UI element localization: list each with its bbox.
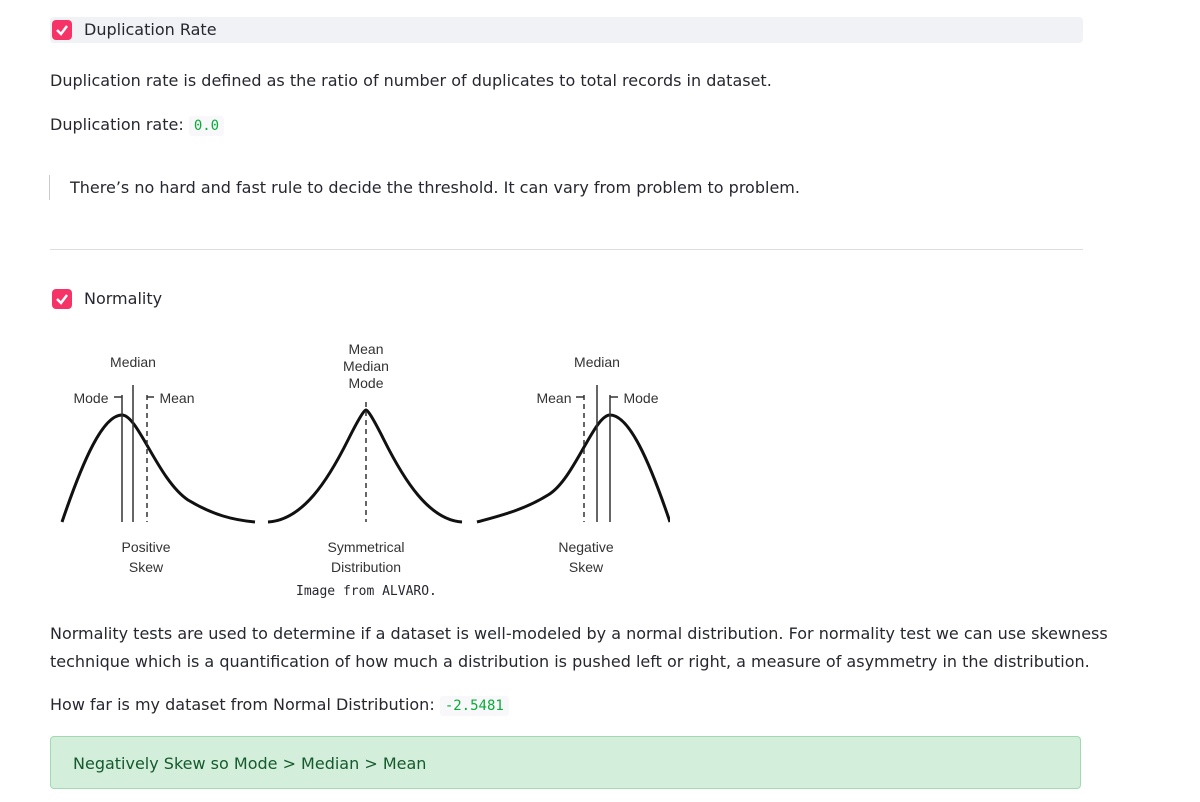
pos-median-label: Median — [110, 354, 156, 370]
normality-checkbox[interactable] — [52, 289, 72, 309]
pos-caption-1: Positive — [121, 539, 171, 555]
normality-label: Normality — [84, 289, 163, 308]
sym-caption-2: Distribution — [330, 559, 402, 575]
duplication-rate-label: Duplication Rate — [84, 20, 217, 39]
check-icon — [55, 23, 69, 37]
neg-caption-1: Negative — [558, 539, 614, 555]
sym-mean-label: Mean — [348, 341, 384, 357]
pos-mode-label: Mode — [73, 390, 109, 406]
pos-mean-label: Mean — [159, 390, 195, 406]
neg-caption-2: Skew — [568, 559, 604, 575]
skewness-figure — [58, 340, 670, 575]
distance-label: How far is my dataset from Normal Distribution: — [50, 695, 435, 714]
duplication-rate-value: 0.0 — [189, 116, 224, 136]
duplication-rate-checkbox[interactable] — [52, 20, 72, 40]
sym-caption-1: Symmetrical — [327, 539, 405, 555]
pos-caption-2: Skew — [128, 559, 164, 575]
duplication-description: Duplication rate is defined as the ratio of number of duplicates to total records in dataset. — [50, 71, 772, 90]
sym-mode-label: Mode — [348, 375, 384, 391]
divider — [50, 249, 1083, 250]
sym-median-label: Median — [343, 358, 389, 374]
neg-mean-label: Mean — [536, 390, 572, 406]
check-icon — [55, 292, 69, 306]
neg-mode-label: Mode — [623, 390, 659, 406]
duplication-rate-line — [50, 115, 224, 134]
neg-median-label: Median — [574, 354, 620, 370]
distance-value: -2.5481 — [440, 696, 509, 716]
distance-line — [50, 695, 509, 714]
duplication-rate-label-text: Duplication rate: — [50, 115, 184, 134]
normality-paragraph-1: Normality tests are used to determine if a dataset is well-modeled by a normal distribution. For normality test we can use skewness — [50, 624, 1108, 643]
image-caption: Image from ALVARO. — [296, 584, 437, 599]
skew-result-alert: Negatively Skew so Mode > Median > Mean — [50, 736, 1081, 789]
threshold-note: There’s no hard and fast rule to decide the threshold. It can vary from problem to problem. — [49, 175, 800, 200]
normality-paragraph-2: technique which is a quantification of how much a distribution is pushed left or right, a measure of asymmetry in the distribution. — [50, 652, 1090, 671]
